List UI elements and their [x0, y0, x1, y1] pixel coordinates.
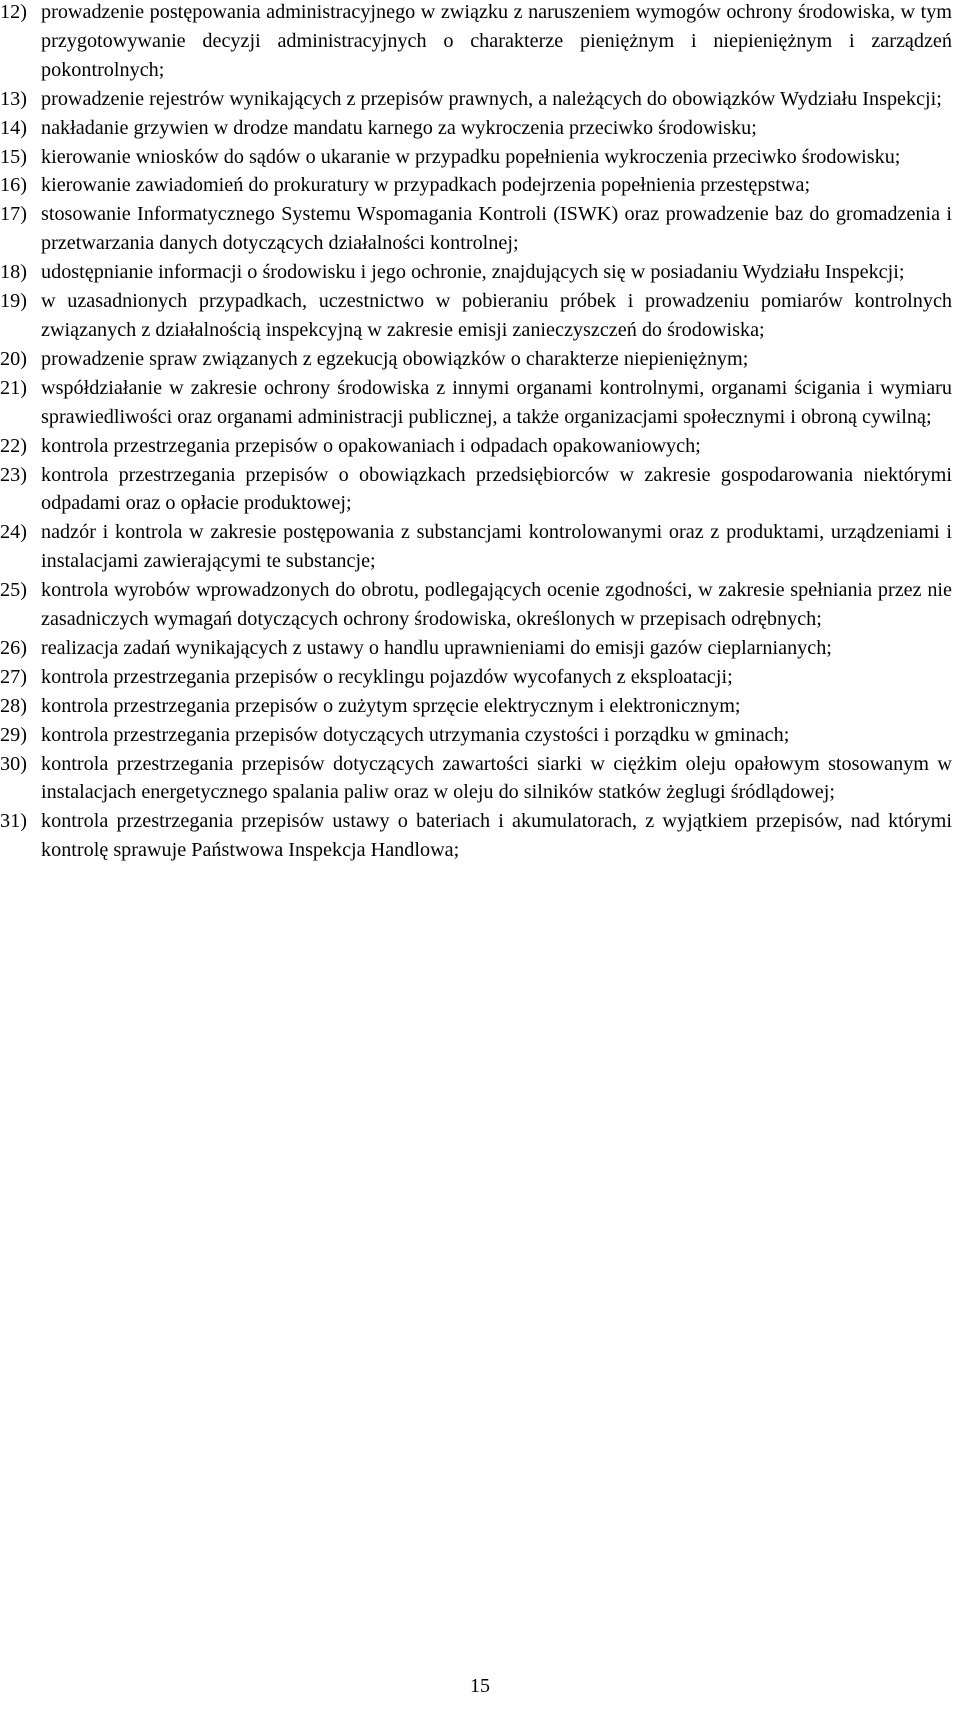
list-item [0, 143, 952, 172]
list-item-text: kontrola przestrzegania przepisów dotyczących zawartości siarki w ciężkim oleju opałowym stosowanym w instalacjach energetycznego spalania paliw oraz w oleju do silników statków żeglugi śródlądowej; [41, 752, 952, 804]
list-item-number: 24) [0, 521, 27, 544]
list-item [0, 721, 952, 750]
page-number: 15 [470, 1675, 490, 1697]
list-item-number: 21) [0, 376, 27, 399]
list-item [0, 85, 952, 114]
list-item-number: 13) [0, 87, 27, 110]
list-item-text: kierowanie wniosków do sądów o ukaranie w przypadku popełnienia wykroczenia przeciwko środowisku; [41, 145, 901, 168]
list-item-number: 20) [0, 347, 27, 370]
list-item-text: kontrola przestrzegania przepisów dotyczących utrzymania czystości i porządku w gminach; [41, 723, 790, 746]
list-item [0, 287, 952, 345]
list-item-number: 18) [0, 261, 27, 284]
list-item-text: kontrola przestrzegania przepisów ustawy o bateriach i akumulatorach, z wyjątkiem przepisów, nad którymi kontrolę sprawuje Państwowa Inspekcja Handlowa; [41, 810, 952, 862]
list-item [0, 576, 952, 634]
list-item [0, 634, 952, 663]
list-item-text: nakładanie grzywien w drodze mandatu karnego za wykroczenia przeciwko środowisku; [41, 116, 757, 139]
list-item [0, 258, 952, 287]
list-item-number: 14) [0, 116, 27, 139]
list-item-text: udostępnianie informacji o środowisku i jego ochronie, znajdujących się w posiadaniu Wydziału Inspekcji; [41, 261, 905, 284]
list-item-number: 12) [0, 1, 27, 23]
list-item [0, 200, 952, 258]
list-item-number: 23) [0, 463, 27, 486]
list-item-number: 29) [0, 723, 27, 746]
list-item-text: kontrola wyrobów wprowadzonych do obrotu, podlegających ocenie zgodności, w zakresie spełniania przez nie zasadniczych wymagań dotyczących ochrony środowiska, określonych w przepisach odrębnych; [41, 579, 952, 631]
list-item-number: 22) [0, 434, 27, 457]
list-item-number: 15) [0, 145, 27, 168]
list-item [0, 345, 952, 374]
list-item-text: prowadzenie postępowania administracyjnego w związku z naruszeniem wymogów ochrony środowiska, w tym przygotowywanie decyzji administracyjnych o charakterze pieniężnym i niepieniężnym i zarządzeń pokontrolnych; [41, 1, 952, 81]
list-item [0, 171, 952, 200]
list-item-number: 17) [0, 203, 27, 226]
list-item-number: 26) [0, 636, 27, 659]
list-item [0, 518, 952, 576]
list-item-text: kontrola przestrzegania przepisów o recyklingu pojazdów wycofanych z eksploatacji; [41, 665, 733, 688]
list-item-number: 27) [0, 665, 27, 688]
list-item [0, 663, 952, 692]
list-item [0, 461, 952, 519]
list-item-text: nadzór i kontrola w zakresie postępowania z substancjami kontrolowanymi oraz z produktami, urządzeniami i instalacjami zawierającymi te substancje; [41, 521, 952, 573]
list-item-text: współdziałanie w zakresie ochrony środowiska z innymi organami kontrolnymi, organami ścigania i wymiaru sprawiedliwości oraz organami administracji publicznej, a także organizacjami społecznymi i obroną cywilną; [41, 376, 952, 428]
list-item [0, 692, 952, 721]
list-item [0, 750, 952, 808]
list-item-text: prowadzenie rejestrów wynikających z przepisów prawnych, a należących do obowiązków Wydziału Inspekcji; [41, 87, 942, 110]
list-item-text: kontrola przestrzegania przepisów o opakowaniach i odpadach opakowaniowych; [41, 434, 701, 457]
list-item [0, 114, 952, 143]
list-item-text: w uzasadnionych przypadkach, uczestnictwo w pobieraniu próbek i prowadzeniu pomiarów kontrolnych związanych z działalnością inspekcyjną w zakresie emisji zanieczyszczeń do środowiska; [41, 290, 952, 341]
list-item [0, 0, 952, 85]
list-item [0, 807, 952, 865]
list-item [0, 374, 952, 432]
list-item-number: 19) [0, 290, 27, 313]
list-item-text: kierowanie zawiadomień do prokuratury w przypadkach podejrzenia popełnienia przestępstwa; [41, 174, 811, 197]
list-item-number: 28) [0, 694, 27, 717]
list-item-number: 30) [0, 752, 27, 775]
list-item-text: kontrola przestrzegania przepisów o zużytym sprzęcie elektrycznym i elektronicznym; [41, 694, 741, 717]
list-item-text: prowadzenie spraw związanych z egzekucją obowiązków o charakterze niepieniężnym; [41, 347, 749, 370]
list-item [0, 432, 952, 461]
list-item-number: 25) [0, 579, 27, 602]
list-item-text: kontrola przestrzegania przepisów o obowiązkach przedsiębiorców w zakresie gospodarowania niektórymi odpadami oraz o opłacie produktowej; [41, 463, 952, 515]
list-item-text: realizacja zadań wynikających z ustawy o handlu uprawnieniami do emisji gazów cieplarnianych; [41, 636, 832, 659]
list-item-text: stosowanie Informatycznego Systemu Wspomagania Kontroli (ISWK) oraz prowadzenie baz do gromadzenia i przetwarzania danych dotyczących działalności kontrolnej; [41, 203, 952, 255]
list-item-number: 16) [0, 174, 27, 197]
list-item-number: 31) [0, 810, 27, 833]
